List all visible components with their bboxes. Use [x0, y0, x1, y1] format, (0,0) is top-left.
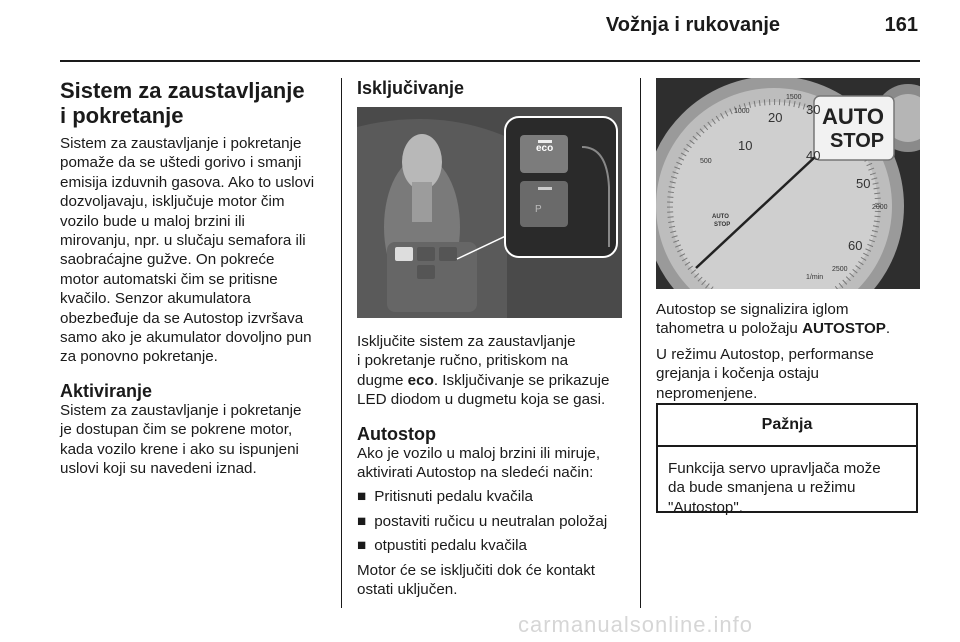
text-line: "Autostop".	[668, 498, 743, 516]
text-line: obezbeđuje da se Autostop izvršava	[60, 309, 304, 327]
subheading-autostop: Autostop	[357, 423, 436, 444]
scale-label: 500	[700, 158, 712, 165]
note-body	[658, 447, 916, 517]
step-list	[357, 487, 633, 555]
text-line: dozvoljavaju, isključuje motor čim	[60, 193, 285, 211]
list-item-text: postaviti ručicu u neutralan položaj	[374, 512, 608, 530]
text-line: samo ako je akumulator dovoljno pun	[60, 329, 312, 347]
text-line: kada vozilo krene i ako su ispunjeni	[60, 440, 299, 458]
text-line: uslovi koji su navedeni iznad.	[60, 460, 257, 478]
autostop-badge-line2: STOP	[830, 130, 885, 152]
text-line: Motor će se isključiti dok će kontakt	[357, 561, 596, 579]
autostop-badge-line1: AUTO	[822, 104, 884, 129]
tachometer-figure	[656, 78, 920, 289]
text-line: aktivirati Autostop na sledeći način:	[357, 464, 594, 482]
text-line: Sistem za zaustavljanje i pokretanje	[60, 135, 302, 152]
dial-label: 40	[806, 148, 821, 163]
scale-label: 1500	[786, 94, 802, 101]
page-number: 161	[884, 14, 918, 36]
scale-label: 1000	[734, 108, 750, 115]
caution-note	[656, 403, 918, 516]
text-line: Autostop se signalizira iglom	[656, 301, 849, 318]
text-line: LED diodom u dugmetu koja se gasi.	[357, 391, 606, 409]
text-line: .	[885, 320, 891, 338]
text-line: pomaže da se uštedi gorivo i smanji	[60, 154, 302, 172]
deactivate-paragraph	[357, 332, 633, 410]
mode-paragraph	[656, 345, 920, 403]
list-item	[357, 487, 633, 506]
eco-button-figure	[357, 107, 622, 318]
header-rule	[60, 60, 920, 62]
text-line: Ako je vozilo u maloj brzini ili miruje,	[357, 444, 601, 462]
intro-paragraph	[60, 134, 332, 367]
scale-label: 2500	[832, 266, 848, 273]
section-heading-line1: Sistem za zaustavljanje	[60, 78, 305, 103]
text-line: dugme	[357, 371, 408, 389]
eco-inline-label: eco	[407, 371, 434, 389]
section-heading-line2: i pokretanje	[60, 103, 184, 128]
list-item-text: Pritisnuti pedalu kvačila	[374, 488, 533, 506]
text-line: za ponovno pokretanje.	[60, 348, 218, 366]
svg-text:P: P	[535, 204, 542, 215]
eco-button-label: eco	[536, 143, 554, 154]
column-2-body	[357, 332, 633, 599]
autostop-paragraph	[357, 444, 633, 483]
column-3-body	[656, 300, 920, 403]
bullet-icon: ■	[357, 512, 367, 530]
text-line: nepromenjene.	[656, 384, 758, 402]
subheading-activation: Aktiviranje	[60, 380, 153, 401]
bullet-icon: ■	[357, 537, 367, 555]
text-line: U režimu Autostop, performanse	[656, 345, 874, 363]
signal-paragraph	[656, 300, 920, 339]
rpm-unit-label: 1/min	[806, 274, 824, 281]
text-line: ostati uključen.	[357, 581, 458, 599]
subheading-deactivation: Isključivanje	[357, 78, 465, 98]
text-line: da bude smanjena u režimu	[668, 479, 856, 497]
mini-autostop-line1: AUTO	[712, 214, 729, 220]
scale-label: 2000	[872, 204, 888, 211]
watermark: carmanualsonline.info	[518, 612, 754, 637]
text-line: kvačilo. Senzor akumulatora	[60, 290, 251, 308]
text-line: je dostupan čim se pokrene motor,	[60, 421, 293, 439]
closing-paragraph	[357, 561, 633, 600]
text-line: Sistem za zaustavljanje i pokretanje	[60, 401, 302, 419]
column-1	[60, 78, 332, 479]
text-line: i pokretanje ručno, pritiskom na	[357, 352, 569, 370]
column-divider-2	[640, 78, 641, 608]
text-line: mirovanju, npr. u slučaju semafora ili	[60, 232, 306, 250]
dial-label: 30	[806, 102, 821, 117]
list-item	[357, 512, 633, 531]
console-illustration	[357, 107, 622, 318]
bullet-icon: ■	[357, 488, 367, 506]
dial-label: 10	[738, 138, 753, 153]
section-heading	[60, 78, 332, 128]
text-line: emisija izduvnih gasova. Ako to uslovi	[60, 173, 315, 191]
text-line: . Isključivanje se prikazuje	[433, 371, 610, 389]
text-line: Funkcija servo upravljača može	[668, 460, 881, 477]
mini-autostop-line2: STOP	[714, 222, 731, 228]
column-2	[357, 78, 633, 98]
list-item-text: otpustiti pedalu kvačila	[374, 537, 527, 555]
text-line: Isključite sistem za zaustavljanje	[357, 333, 576, 350]
activation-paragraph	[60, 401, 332, 479]
text-line: saobraćajne gužve. On pokreće	[60, 251, 275, 269]
column-divider-1	[341, 78, 342, 608]
dial-label: 20	[768, 110, 783, 125]
dial-label: 50	[856, 176, 871, 191]
autostop-inline-label: AUTOSTOP	[802, 320, 886, 338]
text-line: grejanja i kočenja ostaju	[656, 365, 819, 383]
text-line: tahometra u položaju	[656, 320, 803, 338]
text-line: vozilo bude u maloj brzini ili	[60, 212, 245, 230]
running-head-title: Vožnja i rukovanje	[605, 14, 780, 36]
list-item	[357, 536, 633, 555]
text-line: motor automatski čim se pritisne	[60, 270, 278, 288]
note-title: Pažnja	[658, 405, 916, 447]
dial-label: 60	[848, 238, 863, 253]
